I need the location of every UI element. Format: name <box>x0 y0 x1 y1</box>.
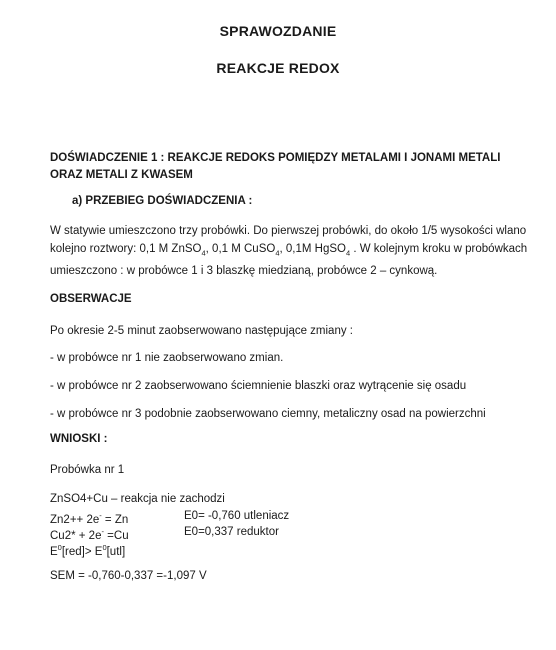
procedure-paragraph <box>50 222 530 280</box>
half-reaction-text: =Cu <box>103 529 129 542</box>
experiment-heading: DOŚWIADCZENIE 1 : REAKCJE REDOKS POMIĘDZY METALAMI I JONAMI METALI ORAZ METALI Z KWASEM <box>50 152 501 181</box>
superscript: 0 <box>102 543 107 552</box>
sem-result: SEM = -0,760-0,337 =-1,097 V <box>50 570 207 582</box>
subscript: 4 <box>345 248 351 258</box>
procedure-text-3: , 0,1M HgSO <box>279 243 346 255</box>
tube-label: Probówka nr 1 <box>50 464 125 476</box>
half-reaction-text: Cu2* + 2e <box>50 529 102 542</box>
half-reaction-text: Zn2++ 2e <box>50 513 100 526</box>
comparison-text: E <box>50 545 58 558</box>
procedure-text-4: . W kolejnym kroku w probówkach umieszczono : w probówce 1 i 3 blaszkę miedzianą, probówce 2 – cynkową. <box>50 243 528 278</box>
report-subtitle: REAKCJE REDOX <box>216 60 340 76</box>
comparison-text: [red]> E <box>61 545 103 558</box>
reaction-line: ZnSO4+Cu – reakcja nie zachodzi <box>50 493 225 505</box>
potential-zn: E0= -0,760 utleniacz <box>184 510 290 522</box>
half-reaction-text: = Zn <box>101 513 129 526</box>
comparison-text: [utl] <box>106 545 126 558</box>
procedure-text-1: W statywie umieszczono trzy probówki. Do pierwszej probówki, do około 1/5 wysokości wlano kolejno roztwory: 0,1 M ZnSO <box>50 225 527 255</box>
potential-cu: E0=0,337 reduktor <box>184 526 279 538</box>
observation-item: - w probówce nr 1 nie zaobserwowano zmian. <box>50 352 284 364</box>
potential-comparison <box>50 540 125 560</box>
superscript: - <box>99 511 102 520</box>
superscript: 0 <box>57 543 62 552</box>
superscript: - <box>101 527 104 536</box>
report-title: SPRAWOZDANIE <box>219 23 337 39</box>
observations-intro: Po okresie 2-5 minut zaobserwowano następujące zmiany : <box>50 325 353 337</box>
procedure-text-2: , 0,1 M CuSO <box>205 243 276 255</box>
observations-heading: OBSERWACJE <box>50 293 132 305</box>
procedure-heading: a) PRZEBIEG DOŚWIADCZENIA : <box>72 195 253 207</box>
subscript: 4 <box>275 248 280 258</box>
observation-item: - w probówce nr 3 podobnie zaobserwowano ciemny, metaliczny osad na powierzchni <box>50 408 486 420</box>
observation-item: - w probówce nr 2 zaobserwowano ściemnienie blaszki oraz wytrącenie się osadu <box>50 380 467 392</box>
subscript: 4 <box>201 248 206 258</box>
conclusions-heading: WNIOSKI : <box>50 433 108 445</box>
